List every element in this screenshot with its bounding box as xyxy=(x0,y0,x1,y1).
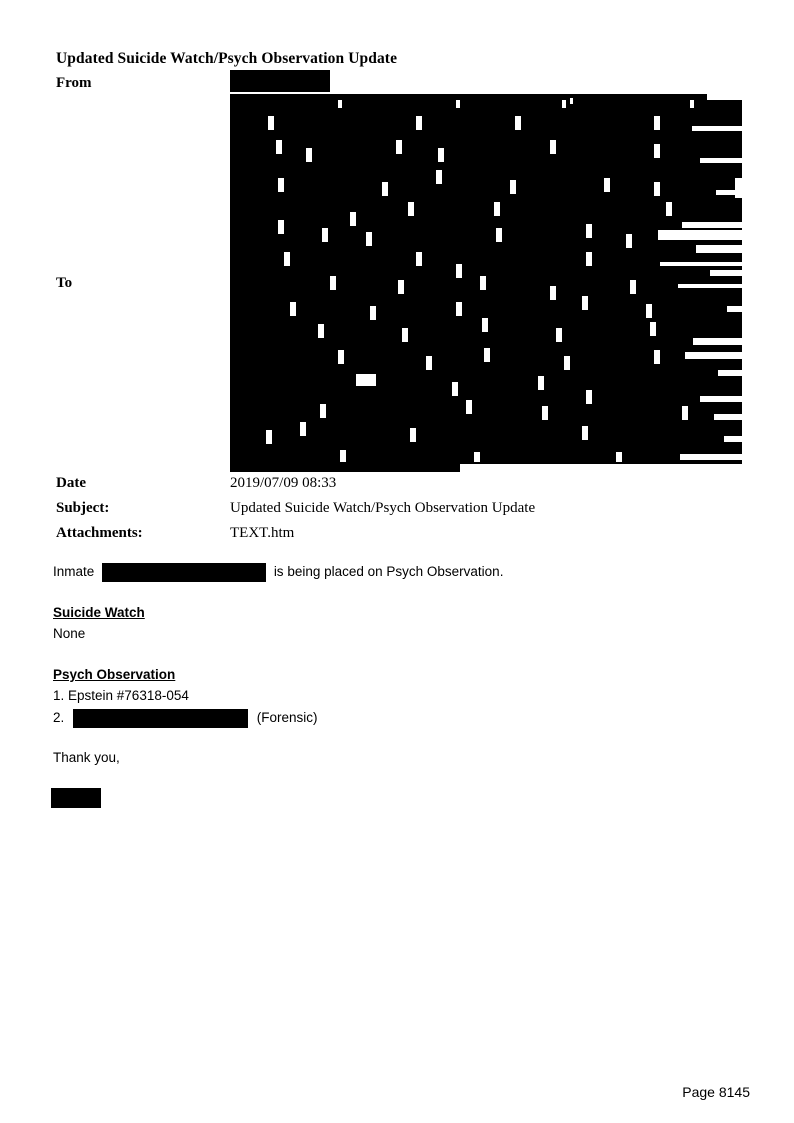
page-number: Page 8145 xyxy=(682,1084,750,1100)
header-label-to: To xyxy=(56,275,73,291)
suicide-watch-value: None xyxy=(53,626,86,641)
header-value-subject: Updated Suicide Watch/Psych Observation Update xyxy=(230,500,536,516)
header-label-from: From xyxy=(56,75,92,91)
heading-suicide-watch: Suicide Watch xyxy=(53,605,145,620)
heading-psych-observation: Psych Observation xyxy=(53,667,176,682)
redaction-inmate-name xyxy=(102,563,266,582)
psych-item-2-suffix: (Forensic) xyxy=(256,710,318,726)
header-value-attachments: TEXT.htm xyxy=(230,525,295,541)
inmate-suffix-text: is being placed on Psych Observation. xyxy=(273,564,504,580)
redaction-block-recipients xyxy=(230,70,742,472)
inmate-sentence xyxy=(53,563,503,582)
redaction-signature xyxy=(51,788,101,808)
header-label-attachments: Attachments: xyxy=(56,525,143,541)
psych-observation-item-1: 1. Epstein #76318-054 xyxy=(53,688,189,703)
redaction-psych-item-2-name xyxy=(73,709,248,728)
header-label-date: Date xyxy=(56,475,86,491)
header-value-date: 2019/07/09 08:33 xyxy=(230,475,337,491)
closing-text: Thank you, xyxy=(53,750,120,765)
page-title: Updated Suicide Watch/Psych Observation Update xyxy=(56,50,398,67)
psych-observation-item-2 xyxy=(53,709,318,728)
psych-item-2-number: 2. xyxy=(53,710,65,726)
inmate-prefix-text: Inmate xyxy=(53,564,95,580)
header-label-subject: Subject: xyxy=(56,500,110,516)
